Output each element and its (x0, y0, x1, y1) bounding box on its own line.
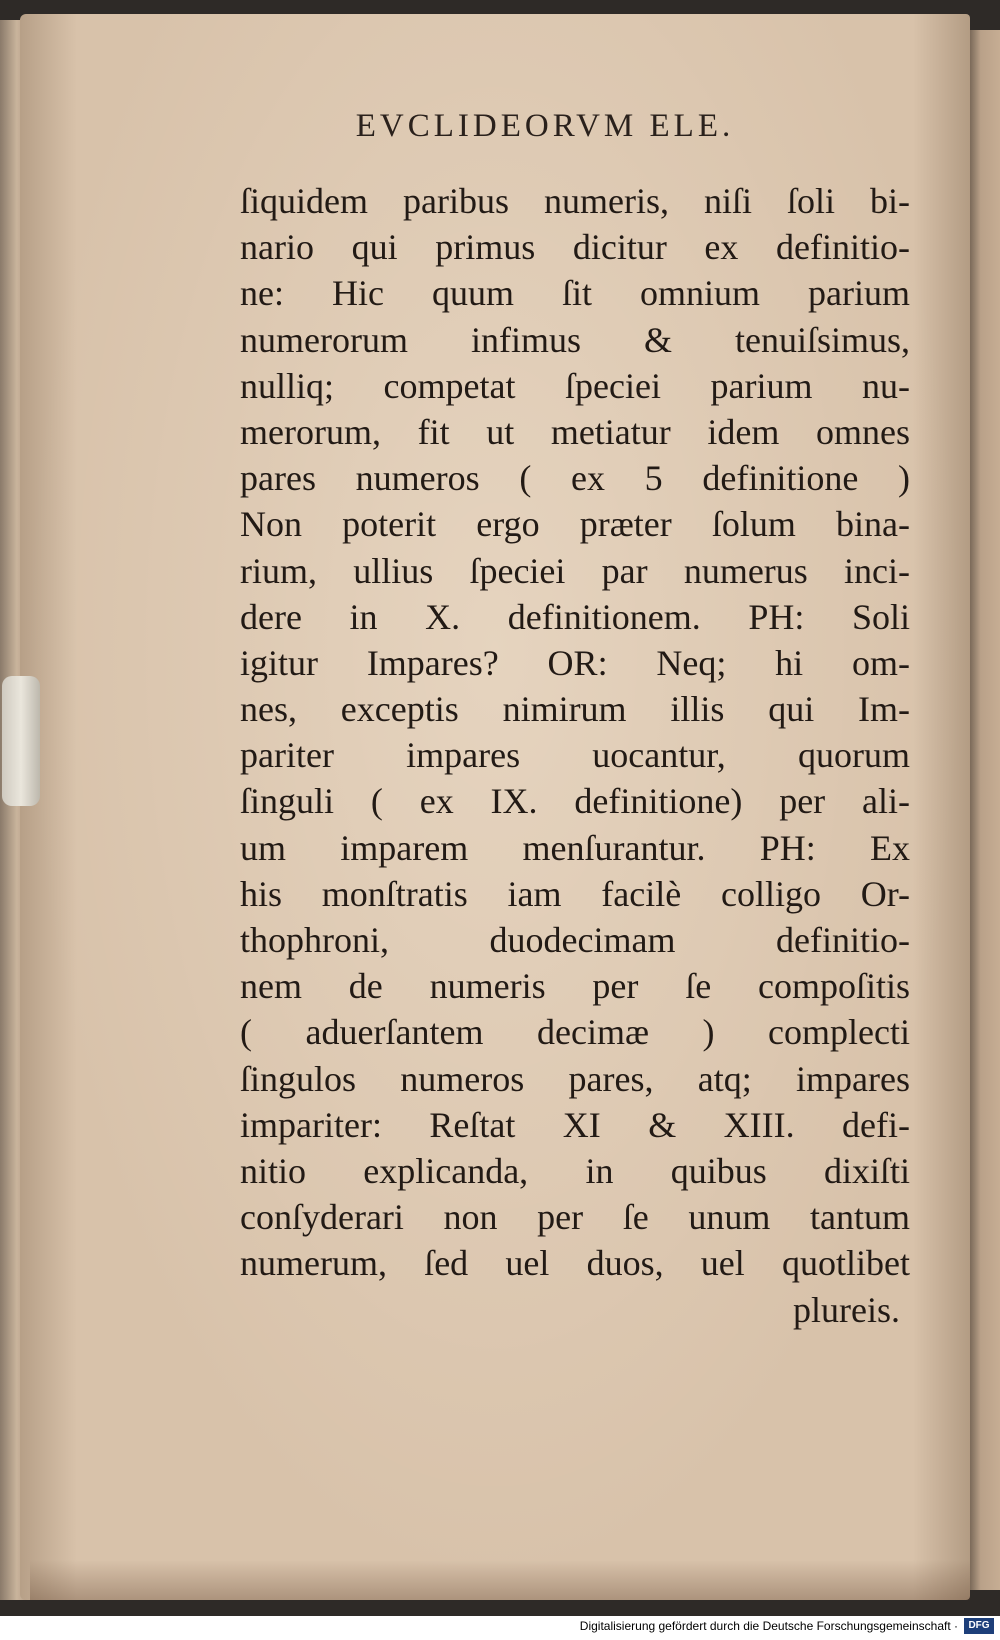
text-line: ſiquidem paribus numeris, niſi ſoli bi- (240, 181, 910, 221)
text-line: nitio explicanda, in quibus dixiſti (240, 1150, 910, 1191)
page-bottom-shadow (30, 1560, 970, 1600)
text-line: numerorum infimus & tenuiſsimus, (240, 319, 910, 360)
text-line: nes, exceptis nimirum illis qui Im- (240, 689, 910, 730)
text-line: merorum, fit ut metiatur idem omnes (240, 411, 910, 452)
text-line: um imparem menſurantur. PH: Ex (240, 827, 910, 868)
page-clip-tab (2, 676, 40, 806)
text-line: nario qui primus dicitur ex definitio- (240, 227, 910, 268)
text-line: ſinguli ( ex IX. definitione) per ali- (240, 781, 910, 822)
running-head: EVCLIDEORVM ELE. (355, 108, 735, 144)
text-line: ſingulos numeros pares, atq; impares (240, 1058, 910, 1099)
text-line: dere in X. definitionem. PH: Soli (240, 596, 910, 637)
text-line: igitur Impares? OR: Neq; hi om- (240, 642, 910, 683)
text-line: pariter impares uocantur, quorum (240, 735, 910, 776)
text-line: his monſtratis iam facilè colligo Or- (240, 873, 910, 914)
text-line: Non poterit ergo præter ſolum bina- (240, 504, 910, 545)
text-line: numerum, ſed uel duos, uel quotlibet (240, 1243, 910, 1284)
facing-page-edge (968, 30, 1000, 1590)
text-line: plureis. (793, 1289, 900, 1330)
footer-credit: Digitalisierung gefördert durch die Deutsche Forschungsgemeinschaft · (579, 1619, 958, 1633)
dfg-logo: DFG (964, 1618, 994, 1634)
text-line: nem de numeris per ſe compoſitis (240, 966, 910, 1007)
text-line: pares numeros ( ex 5 definitione ) (240, 458, 910, 499)
digitization-footer (0, 1616, 1000, 1640)
text-line: rium, ullius ſpeciei par numerus inci- (240, 550, 910, 591)
text-line: impariter: Reſtat XI & XIII. defi- (240, 1104, 910, 1145)
text-line: ne: Hic quum ſit omnium parium (240, 273, 910, 314)
text-line: thophroni, duodecimam definitio- (240, 920, 910, 960)
text-line: ( aduerſantem decimæ ) complecti (240, 1012, 910, 1053)
text-line: conſyderari non per ſe unum tantum (240, 1197, 910, 1238)
text-line: nulliq; competat ſpeciei parium nu- (240, 365, 910, 406)
text-block (240, 178, 910, 1333)
